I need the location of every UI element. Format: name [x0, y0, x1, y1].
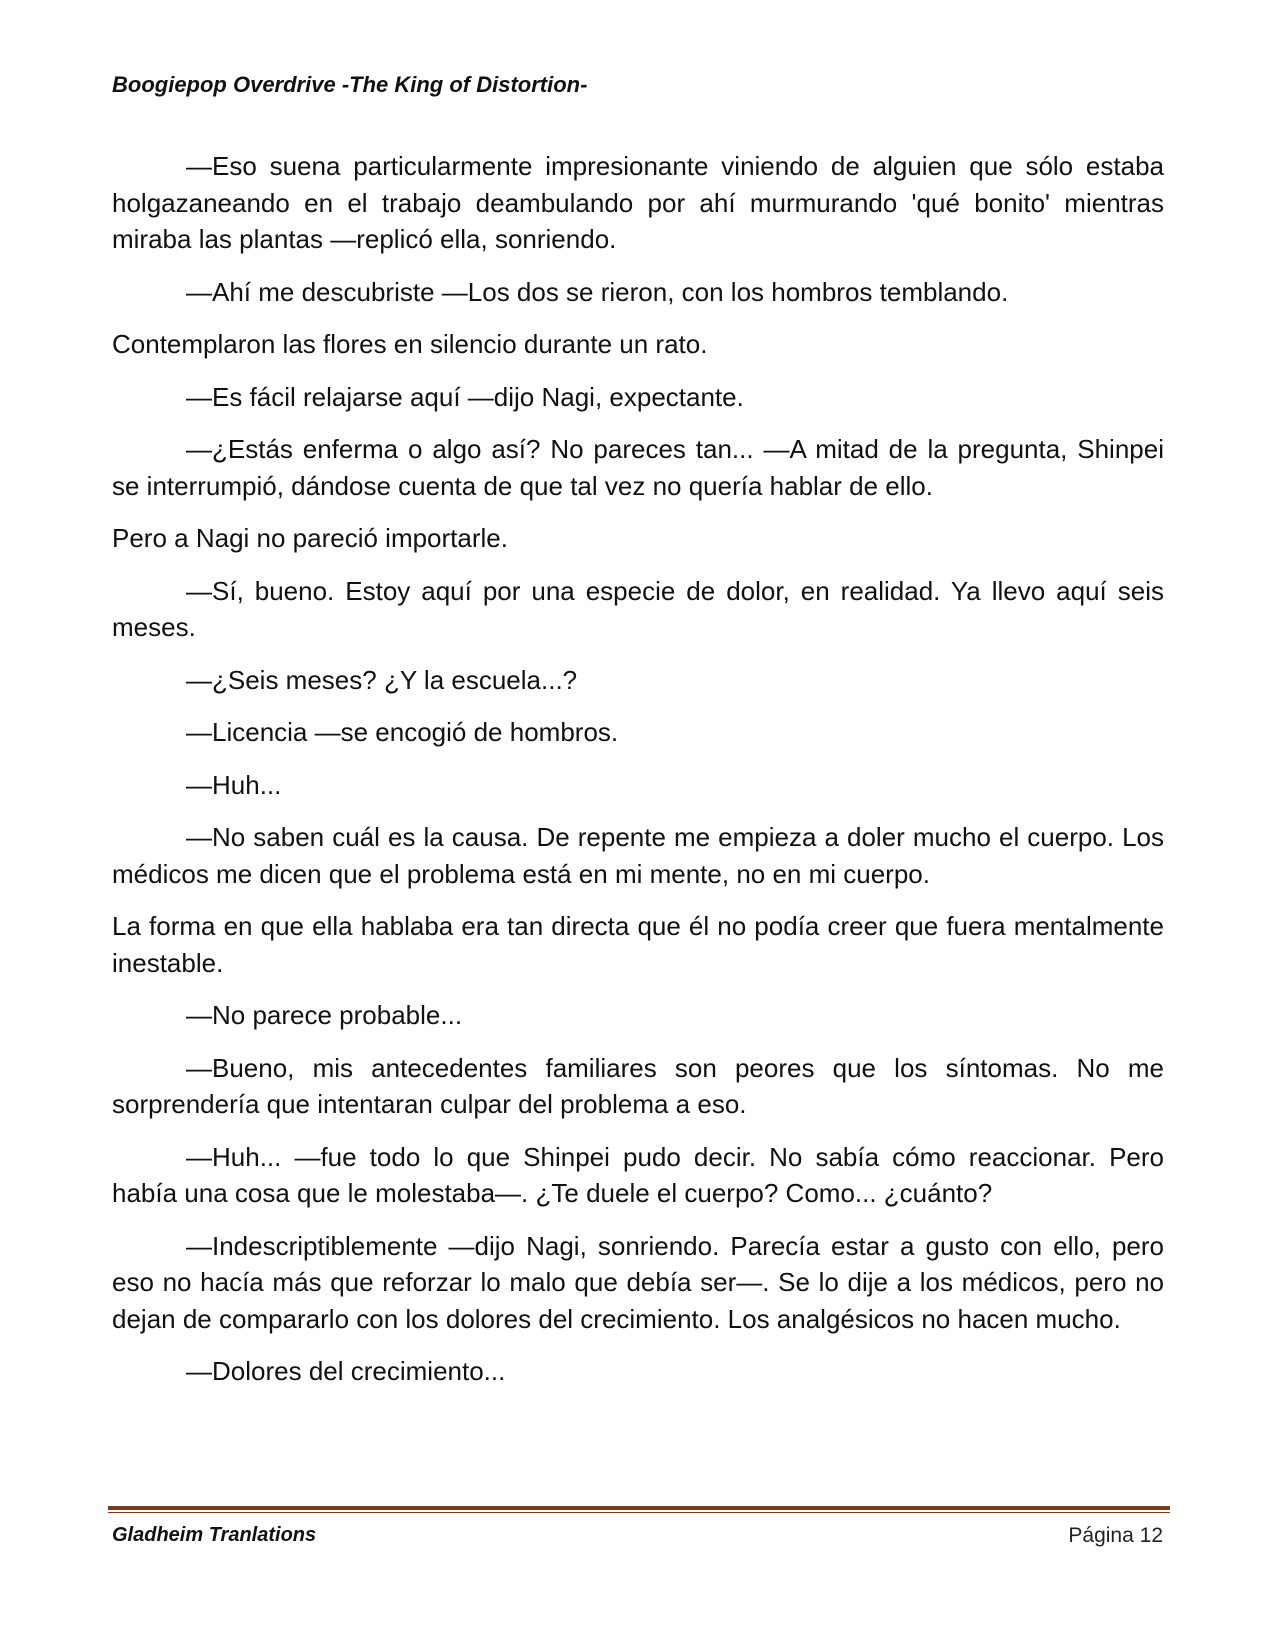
paragraph: —Sí, bueno. Estoy aquí por una especie de dolor, en realidad. Ya llevo aquí seis meses. — [112, 575, 1164, 642]
footer-divider — [108, 1506, 1170, 1513]
paragraph: Contemplaron las flores en silencio durante un rato. — [112, 329, 708, 359]
page-number: 12 — [1139, 1524, 1163, 1547]
paragraph: —No saben cuál es la causa. De repente me empieza a doler mucho el cuerpo. Los médicos me dicen que el problema está en mi mente, no en mi cuerpo. — [112, 822, 1164, 889]
footer-divider-thin — [108, 1512, 1170, 1513]
footer-publisher: Gladheim Tranlations — [112, 1524, 317, 1546]
paragraph: —Licencia —se encogió de hombros. — [186, 717, 619, 747]
body-text — [112, 148, 1164, 1406]
paragraph: La forma en que ella hablaba era tan directa que él no podía creer que fuera mentalmente inestable. — [112, 911, 1164, 978]
paragraph: —¿Estás enferma o algo así? No pareces tan... —A mitad de la pregunta, Shinpei se interrumpió, dándose cuenta de que tal vez no quería hablar de ello. — [112, 434, 1164, 501]
page-label: Página — [1068, 1524, 1134, 1547]
paragraph: —Es fácil relajarse aquí —dijo Nagi, expectante. — [186, 381, 744, 412]
footer-divider-thick — [108, 1506, 1170, 1510]
footer-page-indicator — [1068, 1524, 1163, 1548]
page-header-title: Boogiepop Overdrive -The King of Distortion- — [112, 72, 588, 97]
paragraph: Pero a Nagi no pareció importarle. — [112, 523, 508, 553]
paragraph: —Huh... —fue todo lo que Shinpei pudo decir. No sabía cómo reaccionar. Pero había una cosa que le molestaba—. ¿Te duele el cuerpo? Como... ¿cuánto? — [112, 1141, 1164, 1208]
paragraph: —No parece probable... — [186, 1000, 463, 1030]
paragraph: —Ahí me descubriste —Los dos se rieron, con los hombros temblando. — [186, 276, 1009, 307]
paragraph: —Dolores del crecimiento... — [186, 1356, 506, 1386]
paragraph: —Eso suena particularmente impresionante viniendo de alguien que sólo estaba holgazaneando en el trabajo deambulando por ahí murmurando 'qué bonito' mientras miraba las plantas —replicó ella, sonriendo. — [112, 151, 1164, 254]
paragraph: —¿Seis meses? ¿Y la escuela...? — [186, 664, 578, 695]
paragraph: —Bueno, mis antecedentes familiares son peores que los síntomas. No me sorprendería que intentaran culpar del problema a eso. — [112, 1052, 1164, 1119]
paragraph: —Huh... — [186, 769, 282, 800]
paragraph: —Indescriptiblemente —dijo Nagi, sonriendo. Parecía estar a gusto con ello, pero eso no hacía más que reforzar lo malo que debía ser—. Se lo dije a los médicos, pero no dejan de compararlo con los dolores del crecimiento. Los analgésicos no hacen mucho. — [112, 1230, 1164, 1334]
